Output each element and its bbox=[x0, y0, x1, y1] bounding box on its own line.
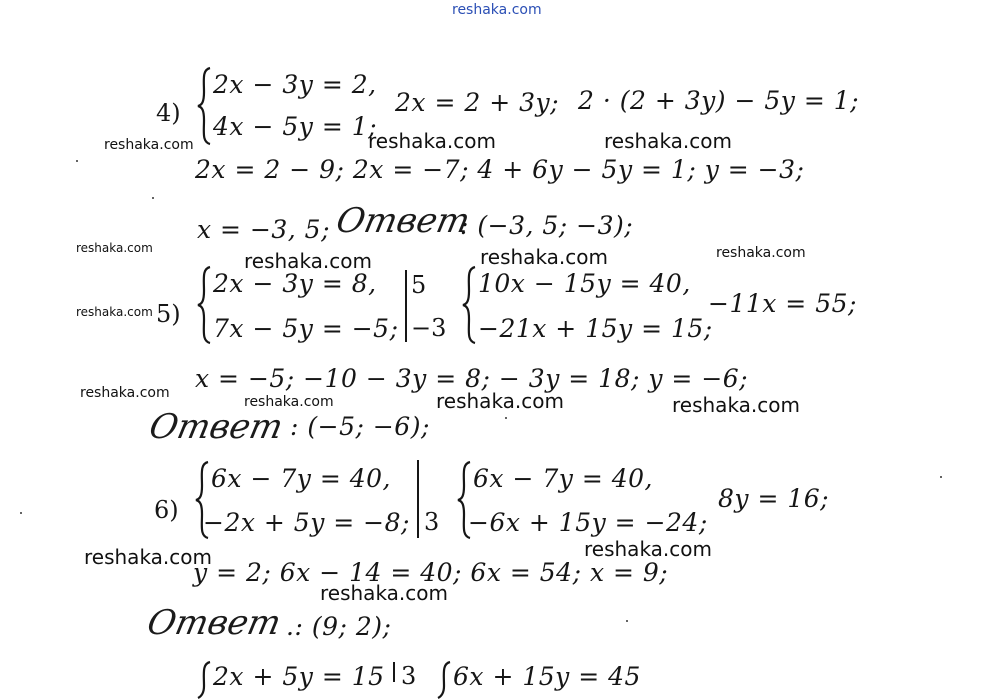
problem-6-eq2-1: 6x − 7y = 40, bbox=[473, 464, 653, 493]
watermark: reshaka.com bbox=[244, 394, 334, 410]
watermark: reshaka.com bbox=[480, 245, 608, 269]
problem-5-answer-value: : (−5; −6); bbox=[290, 412, 430, 441]
problem-5-eq-1: 2x − 3y = 8, bbox=[213, 269, 377, 298]
problem-6-number: 6) bbox=[154, 496, 179, 524]
problem-4-answer-word: Ответ bbox=[332, 201, 474, 241]
multiplier-divider bbox=[405, 270, 407, 342]
scan-speck bbox=[152, 197, 154, 199]
scan-speck bbox=[626, 620, 628, 622]
brace-icon bbox=[436, 660, 452, 700]
problem-4-line-2: 2x = 2 − 9; 2x = −7; 4 + 6y − 5y = 1; y = −3; bbox=[195, 155, 805, 184]
problem-5-mult-1: 5 bbox=[411, 271, 427, 299]
brace-icon bbox=[196, 660, 212, 700]
site-link[interactable]: reshaka.com bbox=[452, 2, 542, 18]
problem-5-eq2-2: −21x + 15y = 15; bbox=[478, 314, 713, 343]
watermark: reshaka.com bbox=[604, 129, 732, 153]
problem-6-result: 8y = 16; bbox=[718, 484, 830, 513]
watermark: reshaka.com bbox=[672, 393, 800, 417]
problem-6-answer-value: .: (9; 2); bbox=[286, 612, 392, 641]
problem-5-line-2: x = −5; −10 − 3y = 8; − 3y = 18; y = −6; bbox=[195, 364, 749, 393]
problem-5-result: −11x = 55; bbox=[708, 289, 857, 318]
problem-5-eq2-1: 10x − 15y = 40, bbox=[478, 269, 691, 298]
watermark: reshaka.com bbox=[716, 245, 806, 261]
problem-6-mult: 3 bbox=[424, 508, 440, 536]
brace-icon bbox=[461, 265, 477, 345]
problem-4-eq-2: 4x − 5y = 1; bbox=[213, 112, 378, 141]
problem-6-eq-1: 6x − 7y = 40, bbox=[211, 464, 391, 493]
watermark: reshaka.com bbox=[320, 581, 448, 605]
problem-5-mult-2: −3 bbox=[411, 314, 447, 342]
watermark: reshaka.com bbox=[80, 385, 170, 401]
problem-7-eq2-partial: 6x + 15y = 45 bbox=[453, 662, 641, 691]
problem-4-x-value: x = −3, 5; bbox=[197, 215, 331, 244]
watermark: reshaka.com bbox=[104, 137, 194, 153]
problem-6-answer-word: Ответ bbox=[143, 603, 285, 643]
brace-icon bbox=[196, 66, 212, 146]
scan-speck bbox=[76, 160, 78, 162]
problem-6-eq2-2: −6x + 15y = −24; bbox=[468, 508, 708, 537]
multiplier-divider bbox=[393, 662, 395, 682]
watermark: reshaka.com bbox=[84, 545, 212, 569]
watermark: reshaka.com bbox=[76, 241, 153, 255]
problem-5-number: 5) bbox=[156, 300, 181, 328]
problem-4-number: 4) bbox=[156, 99, 181, 127]
watermark: reshaka.com bbox=[584, 537, 712, 561]
problem-5-eq-2: 7x − 5y = −5; bbox=[213, 314, 399, 343]
problem-6-eq-2: −2x + 5y = −8; bbox=[203, 508, 410, 537]
problem-4-step-b: 2 · (2 + 3y) − 5y = 1; bbox=[578, 86, 860, 115]
problem-4-eq-1: 2x − 3y = 2, bbox=[213, 70, 377, 99]
scan-speck bbox=[940, 476, 942, 478]
watermark: reshaka.com bbox=[436, 389, 564, 413]
scan-speck bbox=[505, 417, 507, 419]
scan-speck bbox=[20, 512, 22, 514]
problem-4-answer-value: : (−3, 5; −3); bbox=[460, 211, 634, 240]
watermark: reshaka.com bbox=[244, 249, 372, 273]
brace-icon bbox=[196, 265, 212, 345]
problem-5-answer-word: Ответ bbox=[145, 407, 287, 447]
watermark: reshaka.com bbox=[368, 129, 496, 153]
multiplier-divider bbox=[417, 460, 419, 538]
problem-7-mult: 3 bbox=[401, 662, 417, 690]
problem-6-line-2: y = 2; 6x − 14 = 40; 6x = 54; x = 9; bbox=[193, 558, 669, 587]
watermark: reshaka.com bbox=[76, 305, 153, 319]
problem-4-step-a: 2x = 2 + 3y; bbox=[395, 88, 560, 117]
problem-7-eq-partial: 2x + 5y = 15 bbox=[213, 662, 385, 691]
